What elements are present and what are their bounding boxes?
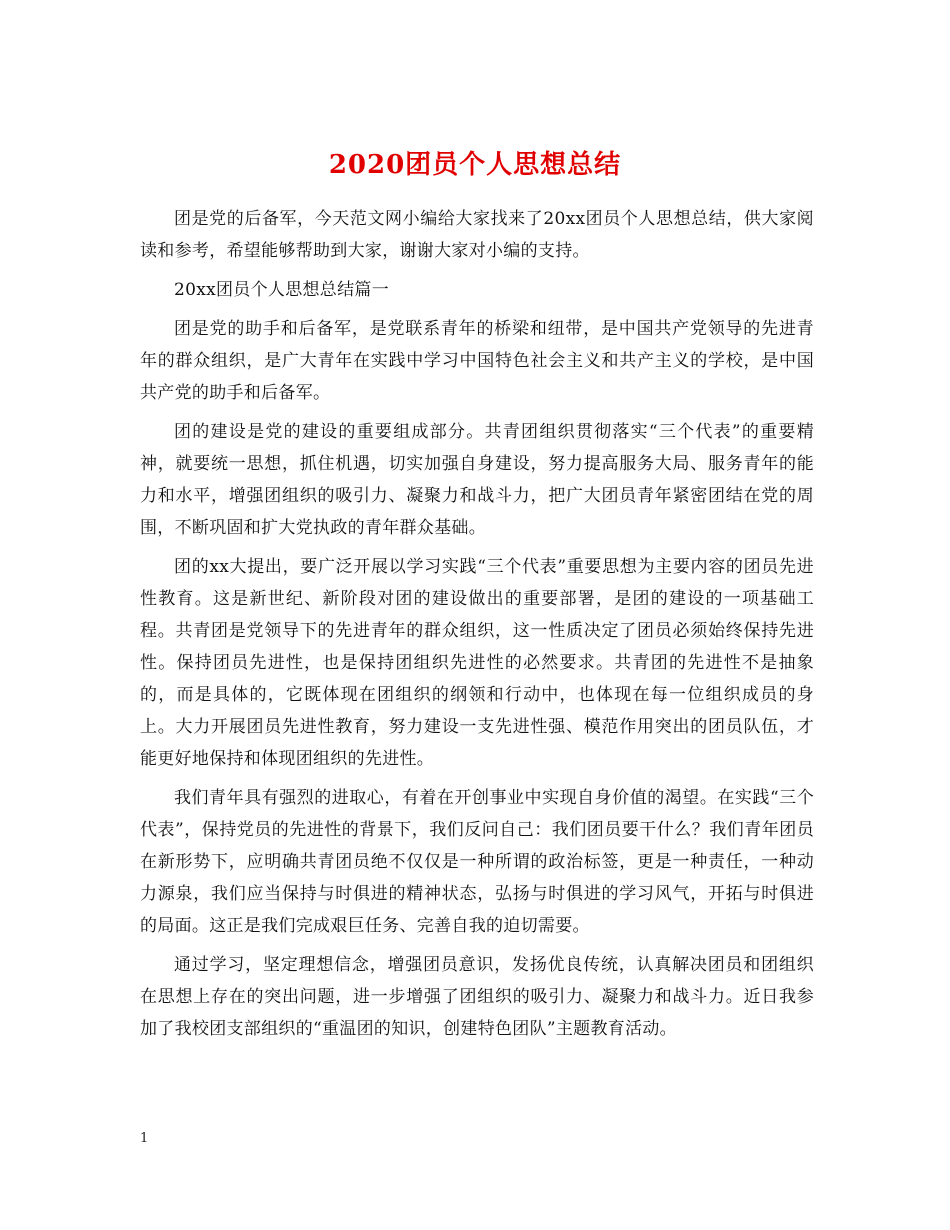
body-paragraph: 团的建设是党的建设的重要组成部分。共青团组织贯彻落实“三个代表”的重要精神，就要统一思想，抓住机遇，切实加强自身建设，努力提高服务大局、服务青年的能力和水平，增强团组织的吸引力、凝聚力和战斗力，把广大团员青年紧密团结在党的周围，不断巩固和扩大党执政的青年群众基础。: [140, 422, 814, 538]
intro-paragraph: 团是党的后备军，今天范文网小编给大家找来了20xx团员个人思想总结，供大家阅读和参考，希望能够帮助到大家，谢谢大家对小编的支持。: [140, 209, 814, 261]
body-paragraph: 我们青年具有强烈的进取心，有着在开创事业中实现自身价值的渴望。在实践“三个代表”，保持党员的先进性的背景下，我们反问自己：我们团员要干什么？我们青年团员在新形势下，应明确共青团员绝不仅仅是一种所谓的政治标签，更是一种责任，一种动力源泉，我们应当保持与时俱进的精神状态，弘扬与时俱进的学习风气，开拓与时俱进的局面。这正是我们完成艰巨任务、完善自我的迫切需要。: [140, 788, 814, 936]
document-title: 2020团员个人思想总结: [328, 150, 622, 181]
body-paragraph: 通过学习，坚定理想信念，增强团员意识，发扬优良传统，认真解决团员和团组织在思想上存在的突出问题，进一步增强了团组织的吸引力、凝聚力和战斗力。近日我参加了我校团支部组织的“重温团的知识，创建特色团队”主题教育活动。: [140, 955, 814, 1039]
body-paragraph: 团是党的助手和后备军，是党联系青年的桥梁和纽带，是中国共产党领导的先进青年的群众组织，是广大青年在实践中学习中国特色社会主义和共产主义的学校，是中国共产党的助手和后备军。: [140, 319, 814, 403]
document-body: [140, 203, 814, 1052]
section-heading: 20xx团员个人思想总结篇一: [174, 280, 390, 300]
body-paragraph: 团的xx大提出，要广泛开展以学习实践“三个代表”重要思想为主要内容的团员先进性教育。这是新世纪、新阶段对团的建设做出的重要部署，是团的建设的一项基础工程。共青团是党领导下的先进青年的群众组织，这一性质决定了团员必须始终保持先进性。保持团员先进性，也是保持团组织先进性的必然要求。共青团的先进性不是抽象的，而是具体的，它既体现在团组织的纲领和行动中，也体现在每一位组织成员的身上。大力开展团员先进性教育，努力建设一支先进性强、模范作用突出的团员队伍，才能更好地保持和体现团组织的先进性。: [140, 557, 814, 769]
page-number: 1: [140, 1131, 149, 1146]
